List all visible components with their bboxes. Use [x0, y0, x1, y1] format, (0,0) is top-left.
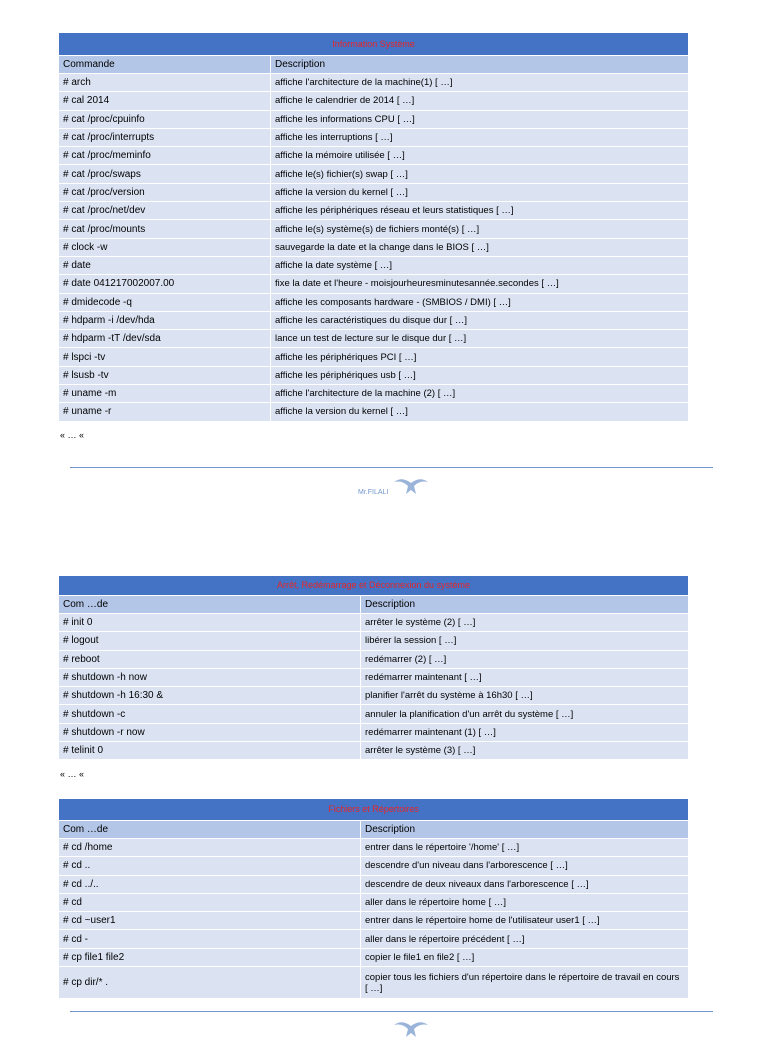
footer-rule — [70, 467, 713, 468]
table-row — [59, 687, 689, 705]
command-cell: # uname -m — [59, 385, 271, 403]
column-header-description: Description — [361, 821, 689, 839]
description-cell: fixe la date et l'heure - moisjourheuresminutesannée.secondes [ …] — [271, 275, 689, 293]
description-cell: affiche la version du kernel [ …] — [271, 403, 689, 421]
continuation-mark: « … « — [60, 430, 85, 440]
table-row — [59, 183, 689, 201]
table-row — [59, 147, 689, 165]
description-cell: affiche les composants hardware - (SMBIOS / DMI) [ …] — [271, 293, 689, 311]
description-cell: affiche la date système [ …] — [271, 256, 689, 274]
table-row — [59, 165, 689, 183]
command-cell: # logout — [59, 632, 361, 650]
description-cell: affiche le(s) système(s) de fichiers monté(s) [ …] — [271, 220, 689, 238]
table-title: Fichiers et Répertoires — [59, 799, 689, 821]
command-cell: # clock -w — [59, 238, 271, 256]
description-cell: affiche l'architecture de la machine(1) [ …] — [271, 74, 689, 92]
table-row — [59, 614, 689, 632]
table-row — [59, 893, 689, 911]
description-cell: affiche les informations CPU [ …] — [271, 110, 689, 128]
table-row — [59, 403, 689, 421]
table-row — [59, 311, 689, 329]
description-cell: affiche les caractéristiques du disque dur [ …] — [271, 311, 689, 329]
command-cell: # reboot — [59, 650, 361, 668]
table-row — [59, 92, 689, 110]
description-cell: affiche le calendrier de 2014 [ …] — [271, 92, 689, 110]
command-cell: # cat /proc/net/dev — [59, 202, 271, 220]
continuation-mark: « … « — [60, 769, 85, 779]
command-cell: # cat /proc/interrupts — [59, 128, 271, 146]
seagull-logo — [392, 474, 430, 498]
command-cell: # cat /proc/cpuinfo — [59, 110, 271, 128]
table-row — [59, 839, 689, 857]
table-row — [59, 202, 689, 220]
command-cell: # cat /proc/version — [59, 183, 271, 201]
command-cell: # hdparm -i /dev/hda — [59, 311, 271, 329]
description-cell: arrêter le système (2) [ …] — [361, 614, 689, 632]
command-cell: # shutdown -h 16:30 & — [59, 687, 361, 705]
description-cell: affiche les interruptions [ …] — [271, 128, 689, 146]
table-row — [59, 275, 689, 293]
table-row — [59, 128, 689, 146]
command-cell: # shutdown -h now — [59, 668, 361, 686]
description-cell: copier le file1 en file2 [ …] — [361, 948, 689, 966]
table-row — [59, 110, 689, 128]
column-header-description: Description — [361, 596, 689, 614]
table-row — [59, 385, 689, 403]
description-cell: affiche les périphériques usb [ …] — [271, 366, 689, 384]
table-row — [59, 330, 689, 348]
command-cell: # shutdown -r now — [59, 723, 361, 741]
description-cell: redémarrer (2) [ …] — [361, 650, 689, 668]
description-cell: copier tous les fichiers d'un répertoire dans le répertoire de travail en cours [ …] — [361, 967, 689, 999]
command-cell: # arch — [59, 74, 271, 92]
table-row — [59, 875, 689, 893]
description-cell: planifier l'arrêt du système à 16h30 [ …] — [361, 687, 689, 705]
description-cell: affiche la version du kernel [ …] — [271, 183, 689, 201]
description-cell: lance un test de lecture sur le disque dur [ …] — [271, 330, 689, 348]
footer-rule — [70, 1011, 713, 1012]
table-row — [59, 967, 689, 999]
command-cell: # lsusb -tv — [59, 366, 271, 384]
description-cell: sauvegarde la date et la change dans le BIOS [ …] — [271, 238, 689, 256]
system-info-table — [58, 32, 689, 422]
table-body — [59, 74, 689, 422]
table-row — [59, 705, 689, 723]
command-cell: # cal 2014 — [59, 92, 271, 110]
table-row — [59, 930, 689, 948]
description-cell: annuler la planification d'un arrêt du système [ …] — [361, 705, 689, 723]
table-row — [59, 948, 689, 966]
command-cell: # cd ../.. — [59, 875, 361, 893]
files-directories-table — [58, 798, 689, 999]
table-row — [59, 220, 689, 238]
description-cell: entrer dans le répertoire '/home' [ …] — [361, 839, 689, 857]
description-cell: affiche la mémoire utilisée [ …] — [271, 147, 689, 165]
command-cell: # hdparm -tT /dev/sda — [59, 330, 271, 348]
table-row — [59, 256, 689, 274]
table-row — [59, 348, 689, 366]
table-row — [59, 293, 689, 311]
command-cell: # cd .. — [59, 857, 361, 875]
table-title: Arrêt, Redémarrage et Déconnexion du système — [59, 576, 689, 596]
description-cell: affiche les périphériques PCI [ …] — [271, 348, 689, 366]
description-cell: affiche le(s) fichier(s) swap [ …] — [271, 165, 689, 183]
table-row — [59, 650, 689, 668]
description-cell: libérer la session [ …] — [361, 632, 689, 650]
table-body — [59, 614, 689, 760]
command-cell: # cd /home — [59, 839, 361, 857]
command-cell: # cp file1 file2 — [59, 948, 361, 966]
table-row — [59, 366, 689, 384]
table-row — [59, 74, 689, 92]
command-cell: # uname -r — [59, 403, 271, 421]
description-cell: descendre de deux niveaux dans l'arborescence [ …] — [361, 875, 689, 893]
column-header-command: Com …de — [59, 596, 361, 614]
column-header-command: Commande — [59, 56, 271, 74]
command-cell: # cat /proc/meminfo — [59, 147, 271, 165]
command-cell: # cd - — [59, 930, 361, 948]
description-cell: redémarrer maintenant (1) [ …] — [361, 723, 689, 741]
command-cell: # cp dir/* . — [59, 967, 361, 999]
description-cell: affiche l'architecture de la machine (2) [ …] — [271, 385, 689, 403]
description-cell: aller dans le répertoire home [ …] — [361, 893, 689, 911]
description-cell: aller dans le répertoire précédent [ …] — [361, 930, 689, 948]
command-cell: # cd — [59, 893, 361, 911]
column-header-command: Com …de — [59, 821, 361, 839]
table-row — [59, 857, 689, 875]
seagull-logo — [392, 1017, 430, 1041]
description-cell: arrêter le système (3) [ …] — [361, 742, 689, 760]
command-cell: # cat /proc/mounts — [59, 220, 271, 238]
command-cell: # date — [59, 256, 271, 274]
command-cell: # cat /proc/swaps — [59, 165, 271, 183]
table-row — [59, 723, 689, 741]
command-cell: # shutdown -c — [59, 705, 361, 723]
table-row — [59, 238, 689, 256]
table-body — [59, 839, 689, 999]
command-cell: # cd ~user1 — [59, 912, 361, 930]
command-cell: # dmidecode -q — [59, 293, 271, 311]
description-cell: entrer dans le répertoire home de l'utilisateur user1 [ …] — [361, 912, 689, 930]
shutdown-table — [58, 575, 689, 760]
command-cell: # date 041217002007.00 — [59, 275, 271, 293]
table-row — [59, 912, 689, 930]
description-cell: descendre d'un niveau dans l'arborescence [ …] — [361, 857, 689, 875]
description-cell: affiche les périphériques réseau et leurs statistiques [ …] — [271, 202, 689, 220]
column-header-description: Description — [271, 56, 689, 74]
command-cell: # lspci -tv — [59, 348, 271, 366]
table-row — [59, 632, 689, 650]
table-row — [59, 742, 689, 760]
command-cell: # telinit 0 — [59, 742, 361, 760]
footer-author: Mr.FILALI — [358, 489, 389, 496]
table-row — [59, 668, 689, 686]
description-cell: redémarrer maintenant [ …] — [361, 668, 689, 686]
table-title: Information Système — [59, 33, 689, 56]
command-cell: # init 0 — [59, 614, 361, 632]
